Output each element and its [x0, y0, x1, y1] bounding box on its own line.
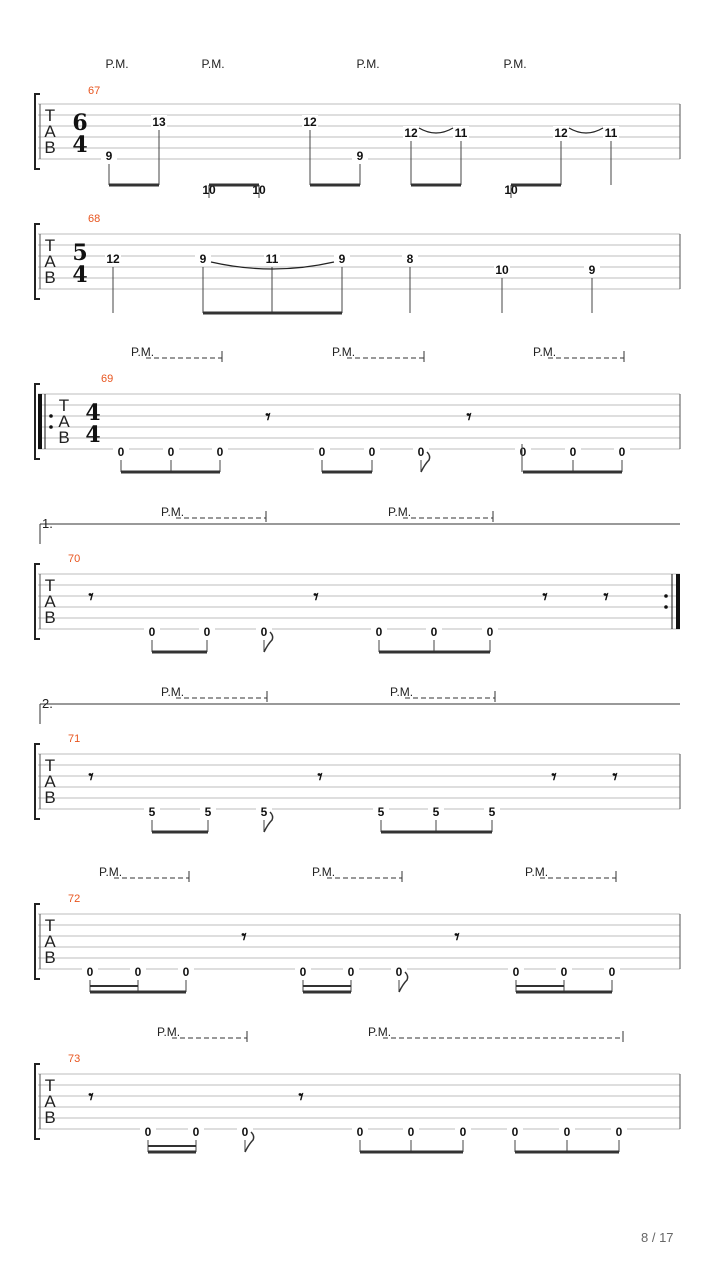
fret-number: 0 [375, 625, 383, 639]
fret-number: 0 [618, 445, 626, 459]
tab-clef-letter: T [44, 756, 56, 775]
tie-arc [419, 128, 453, 133]
palm-mute-label: P.M. [525, 865, 549, 879]
fret-number: 0 [134, 965, 142, 979]
fret-number: 9 [338, 252, 346, 266]
tab-clef-letter: B [44, 1108, 56, 1127]
palm-mute-label: P.M. [533, 345, 557, 359]
time-signature-bottom: 4 [85, 422, 101, 448]
eighth-rest: 𝄾 [88, 586, 94, 608]
eighth-rest: 𝄾 [551, 766, 557, 788]
eighth-rest: 𝄾 [466, 406, 472, 428]
fret-number: 12 [554, 126, 568, 140]
tab-clef-letter: B [44, 138, 56, 157]
fret-number: 11 [604, 126, 618, 140]
fret-number: 0 [569, 445, 577, 459]
tab-clef-letter: B [44, 788, 56, 807]
fret-number: 10 [202, 183, 216, 197]
tab-clef-letter: A [44, 252, 56, 271]
eighth-rest: 𝄾 [454, 926, 460, 948]
measure-number: 71 [68, 733, 81, 745]
time-signature-bottom: 4 [72, 132, 88, 158]
fret-number: 9 [105, 149, 113, 163]
fret-number: 8 [406, 252, 414, 266]
fret-number: 0 [511, 1125, 519, 1139]
palm-mute-label: P.M. [161, 685, 185, 699]
palm-mute-label: P.M. [503, 57, 527, 71]
volta-number: 1. [42, 516, 53, 531]
system-bracket [35, 904, 40, 979]
system-bracket [35, 564, 40, 639]
tab-clef-letter: A [44, 592, 56, 611]
fret-number: 13 [152, 115, 166, 129]
fret-number: 0 [117, 445, 125, 459]
fret-number: 9 [356, 149, 364, 163]
measure-number: 72 [68, 893, 81, 905]
eighth-rest: 𝄾 [241, 926, 247, 948]
fret-number: 12 [404, 126, 418, 140]
repeat-dot [664, 594, 668, 598]
fret-number: 0 [144, 1125, 152, 1139]
tab-system [35, 1025, 680, 1152]
eighth-rest: 𝄾 [265, 406, 271, 428]
fret-number: 0 [395, 965, 403, 979]
fret-number: 0 [512, 965, 520, 979]
page-indicator: 8 / 17 [641, 1230, 674, 1245]
system-bracket [35, 744, 40, 819]
eighth-rest: 𝄾 [88, 1086, 94, 1108]
system-bracket [35, 224, 40, 299]
eighth-rest: 𝄾 [542, 586, 548, 608]
fret-number: 0 [459, 1125, 467, 1139]
fret-number: 0 [519, 445, 527, 459]
time-signature-bottom: 4 [72, 262, 88, 288]
measure-number: 69 [101, 373, 114, 385]
palm-mute-label: P.M. [312, 865, 336, 879]
tab-clef-letter: A [44, 122, 56, 141]
repeat-dot [49, 425, 53, 429]
fret-number: 5 [148, 805, 156, 819]
fret-number: 0 [299, 965, 307, 979]
tab-clef-letter: A [44, 932, 56, 951]
palm-mute-label: P.M. [201, 57, 225, 71]
tie-arc [569, 128, 603, 133]
eighth-rest: 𝄾 [313, 586, 319, 608]
fret-number: 12 [106, 252, 120, 266]
palm-mute-label: P.M. [105, 57, 129, 71]
fret-number: 0 [148, 625, 156, 639]
fret-number: 5 [432, 805, 440, 819]
tab-clef-letter: A [44, 772, 56, 791]
fret-number: 11 [265, 252, 279, 266]
tab-system [35, 865, 680, 992]
fret-number: 0 [417, 445, 425, 459]
tab-clef-letter: T [44, 916, 56, 935]
tab-clef-letter: T [44, 576, 56, 595]
fret-number: 0 [615, 1125, 623, 1139]
fret-number: 0 [192, 1125, 200, 1139]
fret-number: 0 [260, 625, 268, 639]
fret-number: 0 [407, 1125, 415, 1139]
system-bracket [35, 94, 40, 169]
tab-clef-letter: T [44, 106, 56, 125]
tab-clef-letter: T [44, 1076, 56, 1095]
fret-number: 5 [260, 805, 268, 819]
fret-number: 0 [347, 965, 355, 979]
fret-number: 5 [488, 805, 496, 819]
eighth-rest: 𝄾 [612, 766, 618, 788]
time-signature-top: 4 [85, 400, 101, 426]
repeat-dot [664, 605, 668, 609]
tab-clef-letter: A [44, 1092, 56, 1111]
palm-mute-label: P.M. [356, 57, 380, 71]
fret-number: 5 [377, 805, 385, 819]
palm-mute-label: P.M. [388, 505, 412, 519]
fret-number: 9 [199, 252, 207, 266]
tab-clef-letter: B [58, 428, 70, 447]
measure-number: 67 [88, 85, 101, 97]
fret-number: 0 [182, 965, 190, 979]
fret-number: 10 [495, 263, 509, 277]
fret-number: 0 [203, 625, 211, 639]
fret-number: 0 [608, 965, 616, 979]
fret-number: 5 [204, 805, 212, 819]
tab-system [35, 345, 680, 472]
volta-number: 2. [42, 696, 53, 711]
palm-mute-label: P.M. [131, 345, 155, 359]
eighth-rest: 𝄾 [88, 766, 94, 788]
time-signature-top: 6 [72, 110, 88, 136]
fret-number: 0 [563, 1125, 571, 1139]
fret-number: 11 [454, 126, 468, 140]
measure-number: 70 [68, 553, 81, 565]
tab-clef-letter: T [44, 236, 56, 255]
palm-mute-label: P.M. [390, 685, 414, 699]
tab-clef-letter: B [44, 608, 56, 627]
palm-mute-label: P.M. [332, 345, 356, 359]
fret-number: 0 [486, 625, 494, 639]
tab-system [35, 57, 680, 198]
eighth-rest: 𝄾 [603, 586, 609, 608]
eighth-rest: 𝄾 [317, 766, 323, 788]
fret-number: 0 [167, 445, 175, 459]
measure-number: 68 [88, 213, 101, 225]
fret-number: 9 [588, 263, 596, 277]
fret-number: 10 [252, 183, 266, 197]
fret-number: 0 [86, 965, 94, 979]
fret-number: 0 [318, 445, 326, 459]
eighth-rest: 𝄾 [298, 1086, 304, 1108]
fret-number: 0 [430, 625, 438, 639]
fret-number: 0 [356, 1125, 364, 1139]
time-signature-top: 5 [72, 240, 88, 266]
tab-clef-letter: B [44, 268, 56, 287]
tab-clef-letter: A [58, 412, 70, 431]
tab-clef-letter: B [44, 948, 56, 967]
measure-number: 73 [68, 1053, 81, 1065]
fret-number: 0 [368, 445, 376, 459]
fret-number: 0 [560, 965, 568, 979]
fret-number: 10 [504, 183, 518, 197]
tab-system [35, 685, 680, 832]
repeat-dot [49, 414, 53, 418]
palm-mute-label: P.M. [161, 505, 185, 519]
palm-mute-label: P.M. [99, 865, 123, 879]
system-bracket [35, 1064, 40, 1139]
palm-mute-label: P.M. [368, 1025, 392, 1039]
tab-system [35, 505, 680, 652]
fret-number: 0 [216, 445, 224, 459]
palm-mute-label: P.M. [157, 1025, 181, 1039]
fret-number: 12 [303, 115, 317, 129]
tab-system [35, 213, 680, 313]
tab-clef-letter: T [58, 396, 70, 415]
fret-number: 0 [241, 1125, 249, 1139]
